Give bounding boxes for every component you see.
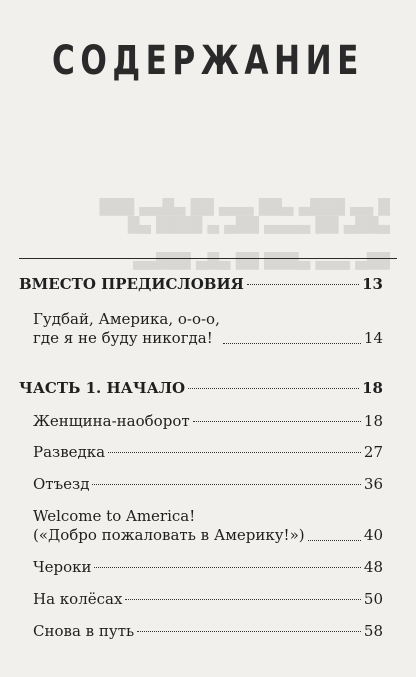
toc-entry-part-1[interactable] <box>19 379 383 398</box>
toc-page-number: 14 <box>363 329 383 347</box>
dot-leader <box>223 343 361 344</box>
toc-entry-label: Отъезд <box>33 475 90 493</box>
dot-leader <box>308 540 361 541</box>
toc-entry-label-line: где я не буду никогда! <box>33 329 213 347</box>
toc-entry-label: Чероки <box>33 558 92 576</box>
toc-entry-label-line: («Добро пожаловать в Америку!») <box>33 526 305 544</box>
dot-leader <box>94 567 360 568</box>
toc-entry-label-line: Гудбай, Америка, о-о-о, <box>33 310 220 328</box>
dot-leader <box>92 484 360 485</box>
toc-entry-cherokee[interactable] <box>33 558 383 577</box>
toc-entry-welcome-to-america[interactable] <box>33 507 383 545</box>
toc-page-number: 18 <box>362 379 383 397</box>
toc-page-number: 40 <box>363 526 383 544</box>
toc-entry-reconnaissance[interactable] <box>33 443 383 462</box>
toc-entry-label <box>33 310 220 348</box>
toc-page-number: 48 <box>363 558 383 576</box>
dot-leader <box>193 421 361 422</box>
toc-entry-label-line: Welcome to America! <box>33 507 196 525</box>
toc-page-number: 27 <box>363 443 383 461</box>
toc-page-number: 50 <box>363 590 383 608</box>
dot-leader <box>188 388 359 389</box>
dot-leader <box>137 631 361 632</box>
toc-page-number: 18 <box>363 412 383 430</box>
toc-entry-woman-reverse[interactable] <box>33 412 383 431</box>
toc-page-number: 36 <box>363 475 383 493</box>
toc-entry-label: На колёсах <box>33 590 123 608</box>
show-through-text: ▄██▄ ██ ▄▄▄▄ ██▄ ▄ ████ ▄█ <box>127 216 390 234</box>
dot-leader <box>247 284 359 285</box>
separator-line <box>19 258 397 259</box>
toc-entry-label: Женщина-наоборот <box>33 412 190 430</box>
toc-page-number: 58 <box>363 622 383 640</box>
toc-entry-foreword[interactable] <box>19 275 383 294</box>
toc-entry-label: ЧАСТЬ 1. НАЧАЛО <box>19 379 186 397</box>
toc-entry-on-wheels[interactable] <box>33 590 383 609</box>
toc-page-number: 13 <box>362 275 383 293</box>
dot-leader <box>125 599 360 600</box>
toc-entry-label: ВМЕСТО ПРЕДИСЛОВИЯ <box>19 275 244 293</box>
toc-entry-label: Снова в путь <box>33 622 135 640</box>
toc-entry-label <box>33 507 305 545</box>
toc-entry-goodbye-america[interactable] <box>33 310 383 348</box>
dot-leader <box>108 452 361 453</box>
toc-entry-departure[interactable] <box>33 475 383 494</box>
show-through-text: █ ▄▄ ███▄ ▄██ ▄▄▄ ██ ▄█▄▄ ███ <box>99 198 390 216</box>
toc-entry-on-the-road-again[interactable] <box>33 622 383 641</box>
page-title: СОДЕРЖАНИЕ <box>52 38 364 84</box>
toc-entry-label: Разведка <box>33 443 106 461</box>
show-through-text: ██▄ ▄▄▄ ▄███ ██ ▄█▄ ███▄▄ <box>133 252 390 270</box>
